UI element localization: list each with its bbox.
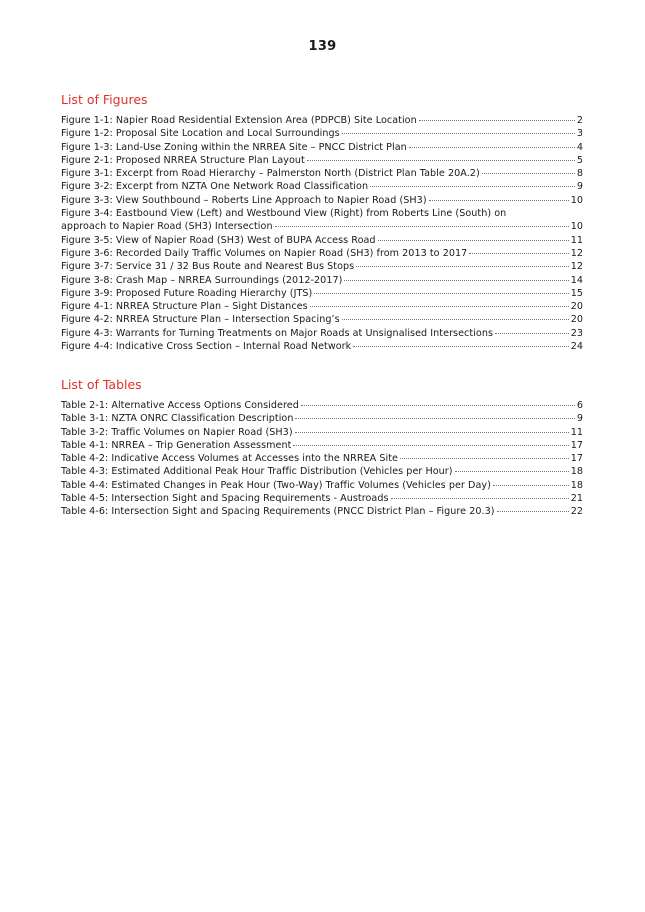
figure-entry-page: 23 bbox=[570, 327, 583, 339]
dot-leader bbox=[356, 266, 569, 267]
figure-entry[interactable] bbox=[61, 287, 583, 300]
dot-leader bbox=[429, 200, 569, 201]
table-entry-label: Table 4-4: Estimated Changes in Peak Hour (Two-Way) Traffic Volumes (Vehicles per Day) bbox=[61, 479, 491, 491]
figure-entry-page: 14 bbox=[570, 274, 583, 286]
dot-leader bbox=[419, 120, 575, 121]
figure-entry-label: Figure 3-5: View of Napier Road (SH3) West of BUPA Access Road bbox=[61, 234, 376, 246]
dot-leader bbox=[409, 147, 575, 148]
figure-entry-label: Figure 4-1: NRREA Structure Plan – Sight Distances bbox=[61, 301, 308, 313]
figure-entry[interactable] bbox=[61, 194, 583, 207]
figure-entry[interactable] bbox=[61, 180, 583, 193]
dot-leader bbox=[344, 280, 568, 281]
figure-entry-label: Figure 3-2: Excerpt from NZTA One Network Road Classification bbox=[61, 181, 369, 193]
table-entry[interactable] bbox=[61, 412, 583, 425]
table-entry-page: 17 bbox=[570, 439, 583, 451]
figure-entry-label: Figure 2-1: Proposed NRREA Structure Plan Layout bbox=[61, 154, 305, 166]
figure-entry-label-line1: Figure 3-4: Eastbound View (Left) and Westbound View (Right) from Roberts Line (South) on bbox=[61, 208, 507, 220]
table-entry-label: Table 4-5: Intersection Sight and Spacing Requirements - Austroads bbox=[61, 493, 389, 505]
dot-leader bbox=[307, 160, 575, 161]
figure-entry[interactable] bbox=[61, 274, 583, 287]
figure-entry[interactable] bbox=[61, 141, 583, 154]
figure-entry-page: 24 bbox=[570, 341, 583, 353]
dot-leader bbox=[391, 498, 569, 499]
list-of-figures-heading: List of Figures bbox=[61, 92, 148, 107]
tables-list bbox=[61, 399, 583, 519]
figure-entry-label: Figure 3-1: Excerpt from Road Hierarchy – Palmerston North (District Plan Table 20A.2) bbox=[61, 168, 480, 180]
table-entry[interactable] bbox=[61, 505, 583, 518]
table-entry-page: 18 bbox=[570, 466, 583, 478]
figure-entry-page: 5 bbox=[576, 154, 583, 166]
figure-entry[interactable] bbox=[61, 114, 583, 127]
table-entry[interactable] bbox=[61, 465, 583, 478]
table-entry-page: 21 bbox=[570, 493, 583, 505]
table-entry-page: 9 bbox=[576, 413, 583, 425]
figure-entry-page: 15 bbox=[570, 287, 583, 299]
dot-leader bbox=[314, 293, 568, 294]
figure-entry[interactable] bbox=[61, 154, 583, 167]
table-entry-label: Table 3-2: Traffic Volumes on Napier Road (SH3) bbox=[61, 426, 293, 438]
table-entry[interactable] bbox=[61, 492, 583, 505]
figure-entry-page: 11 bbox=[570, 234, 583, 246]
dot-leader bbox=[342, 133, 575, 134]
dot-leader bbox=[342, 319, 569, 320]
figure-entry-label: Figure 4-3: Warrants for Turning Treatments on Major Roads at Unsignalised Intersections bbox=[61, 327, 494, 339]
figure-entry-page: 20 bbox=[570, 314, 583, 326]
figure-entry-page: 9 bbox=[576, 181, 583, 193]
figure-entry-page: 2 bbox=[576, 115, 583, 126]
dot-leader bbox=[378, 240, 569, 241]
list-of-tables-heading: List of Tables bbox=[61, 377, 142, 392]
figure-entry-label: Figure 3-7: Service 31 / 32 Bus Route and Nearest Bus Stops bbox=[61, 261, 355, 273]
figure-entry[interactable] bbox=[61, 300, 583, 313]
figure-entry-page: 8 bbox=[576, 168, 583, 180]
figure-entry-label: Figure 3-3: View Southbound – Roberts Line Approach to Napier Road (SH3) bbox=[61, 194, 427, 206]
figure-entry-page: 12 bbox=[570, 247, 583, 259]
dot-leader bbox=[295, 418, 574, 419]
table-entry-label: Table 4-6: Intersection Sight and Spacing Requirements (PNCC District Plan – Figure 20.3) bbox=[61, 506, 495, 518]
table-entry[interactable] bbox=[61, 452, 583, 465]
table-entry[interactable] bbox=[61, 439, 583, 452]
table-entry-page: 22 bbox=[570, 506, 583, 518]
dot-leader bbox=[353, 346, 568, 347]
figure-entry-page: 20 bbox=[570, 301, 583, 313]
figure-entry-label: Figure 4-2: NRREA Structure Plan – Intersection Spacing’s bbox=[61, 314, 340, 326]
list-of-figures bbox=[61, 92, 583, 353]
table-entry-label: Table 4-1: NRREA – Trip Generation Assessment bbox=[61, 439, 292, 451]
dot-leader bbox=[495, 333, 569, 334]
figure-entry-page: 4 bbox=[576, 141, 583, 153]
table-entry-label: Table 4-2: Indicative Access Volumes at Accesses into the NRREA Site bbox=[61, 453, 399, 465]
figure-entry[interactable] bbox=[61, 260, 583, 273]
table-entry-label: Table 4-3: Estimated Additional Peak Hour Traffic Distribution (Vehicles per Hour) bbox=[61, 466, 453, 478]
figure-entry-label: Figure 1-3: Land-Use Zoning within the NRREA Site – PNCC District Plan bbox=[61, 141, 407, 153]
figure-entry[interactable] bbox=[61, 207, 583, 234]
dot-leader bbox=[310, 306, 569, 307]
figure-entry-label: Figure 3-6: Recorded Daily Traffic Volumes on Napier Road (SH3) from 2013 to 2017 bbox=[61, 247, 468, 259]
table-entry-label: Table 3-1: NZTA ONRC Classification Description bbox=[61, 413, 294, 425]
figure-entry-page: 12 bbox=[570, 261, 583, 273]
dot-leader bbox=[301, 405, 575, 406]
figure-entry[interactable] bbox=[61, 234, 583, 247]
figure-entry-label: Figure 3-9: Proposed Future Roading Hierarchy (JTS) bbox=[61, 287, 313, 299]
dot-leader bbox=[497, 511, 569, 512]
table-entry-page: 17 bbox=[570, 453, 583, 465]
table-entry[interactable] bbox=[61, 479, 583, 492]
figures-list bbox=[61, 114, 583, 353]
dot-leader bbox=[482, 173, 575, 174]
dot-leader bbox=[295, 432, 569, 433]
list-of-tables bbox=[61, 377, 583, 519]
dot-leader bbox=[469, 253, 568, 254]
figure-entry[interactable] bbox=[61, 127, 583, 140]
figure-entry[interactable] bbox=[61, 313, 583, 326]
dot-leader bbox=[275, 226, 569, 227]
figure-entry[interactable] bbox=[61, 327, 583, 340]
table-entry-page: 18 bbox=[570, 479, 583, 491]
dot-leader bbox=[370, 186, 575, 187]
table-entry-page: 6 bbox=[576, 400, 583, 411]
table-entry[interactable] bbox=[61, 399, 583, 412]
page-number: 139 bbox=[308, 39, 337, 54]
table-entry-page: 11 bbox=[570, 426, 583, 438]
dot-leader bbox=[493, 485, 569, 486]
figure-entry-label: Figure 4-4: Indicative Cross Section – Internal Road Network bbox=[61, 341, 352, 353]
dot-leader bbox=[455, 471, 569, 472]
table-entry[interactable] bbox=[61, 426, 583, 439]
figure-entry[interactable] bbox=[61, 247, 583, 260]
figure-entry-label-line2: approach to Napier Road (SH3) Intersection bbox=[61, 221, 273, 233]
dot-leader bbox=[293, 445, 568, 446]
figure-entry-page: 10 bbox=[570, 194, 583, 206]
figure-entry[interactable] bbox=[61, 340, 583, 353]
figure-entry-label: Figure 1-1: Napier Road Residential Extension Area (PDPCB) Site Location bbox=[61, 115, 417, 126]
figure-entry-page: 10 bbox=[570, 221, 583, 233]
figure-entry-label: Figure 1-2: Proposal Site Location and Local Surroundings bbox=[61, 128, 340, 140]
figure-entry-label: Figure 3-8: Crash Map – NRREA Surroundings (2012-2017) bbox=[61, 274, 343, 286]
table-entry-label: Table 2-1: Alternative Access Options Considered bbox=[61, 400, 299, 411]
dot-leader bbox=[400, 458, 569, 459]
figure-entry[interactable] bbox=[61, 167, 583, 180]
figure-entry-page: 3 bbox=[576, 128, 583, 140]
